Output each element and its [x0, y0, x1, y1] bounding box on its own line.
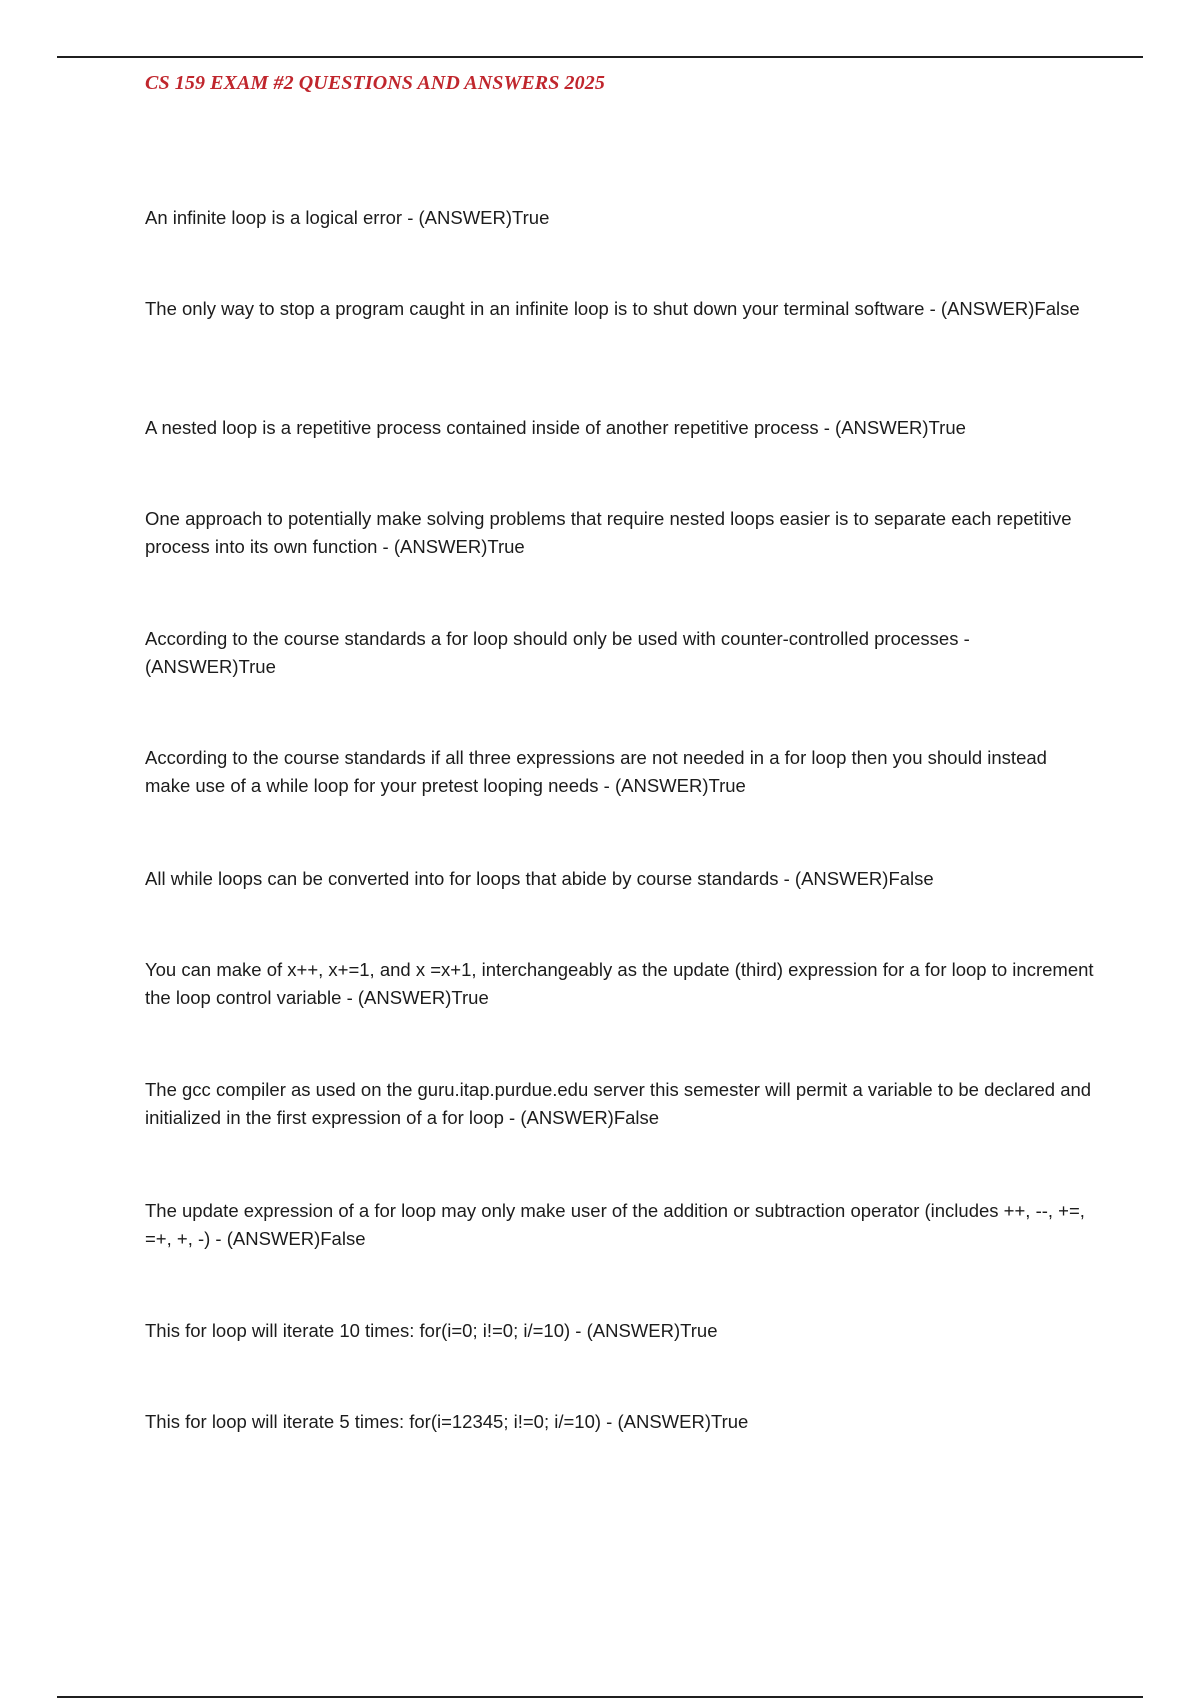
qa-item-2: The only way to stop a program caught in an infinite loop is to shut down your terminal software - (ANSWER)False — [145, 298, 1080, 319]
qa-item-1: An infinite loop is a logical error - (ANSWER)True — [145, 207, 550, 228]
qa-item-10: The update expression of a for loop may only make user of the addition or subtraction operator (includes ++, --, +=, =+, +, -) - (ANSWER)False — [145, 1200, 1085, 1249]
qa-item-5: According to the course standards a for loop should only be used with counter-controlled processes - (ANSWER)True — [145, 628, 970, 677]
qa-item-8: You can make of x++, x+=1, and x =x+1, interchangeably as the update (third) expression for a for loop to increment the loop control variable - (ANSWER)True — [145, 959, 1094, 1008]
qa-item-6: According to the course standards if all three expressions are not needed in a for loop then you should instead make use of a while loop for your pretest looping needs - (ANSWER)True — [145, 747, 1047, 796]
qa-item-3: A nested loop is a repetitive process contained inside of another repetitive process - (ANSWER)True — [145, 417, 966, 438]
footer-rule — [57, 1696, 1143, 1698]
qa-item-12: This for loop will iterate 5 times: for(i=12345; i!=0; i/=10) - (ANSWER)True — [145, 1411, 749, 1432]
qa-item-7: All while loops can be converted into for loops that abide by course standards - (ANSWER)False — [145, 868, 934, 889]
qa-item-11: This for loop will iterate 10 times: for(i=0; i!=0; i/=10) - (ANSWER)True — [145, 1320, 718, 1341]
qa-item-4: One approach to potentially make solving problems that require nested loops easier is to separate each repetitive process into its own function - (ANSWER)True — [145, 508, 1072, 557]
header-rule — [57, 56, 1143, 58]
qa-item-9: The gcc compiler as used on the guru.itap.purdue.edu server this semester will permit a variable to be declared and initialized in the first expression of a for loop - (ANSWER)False — [145, 1079, 1092, 1128]
document-title: CS 159 EXAM #2 QUESTIONS AND ANSWERS 2025 — [145, 72, 605, 94]
